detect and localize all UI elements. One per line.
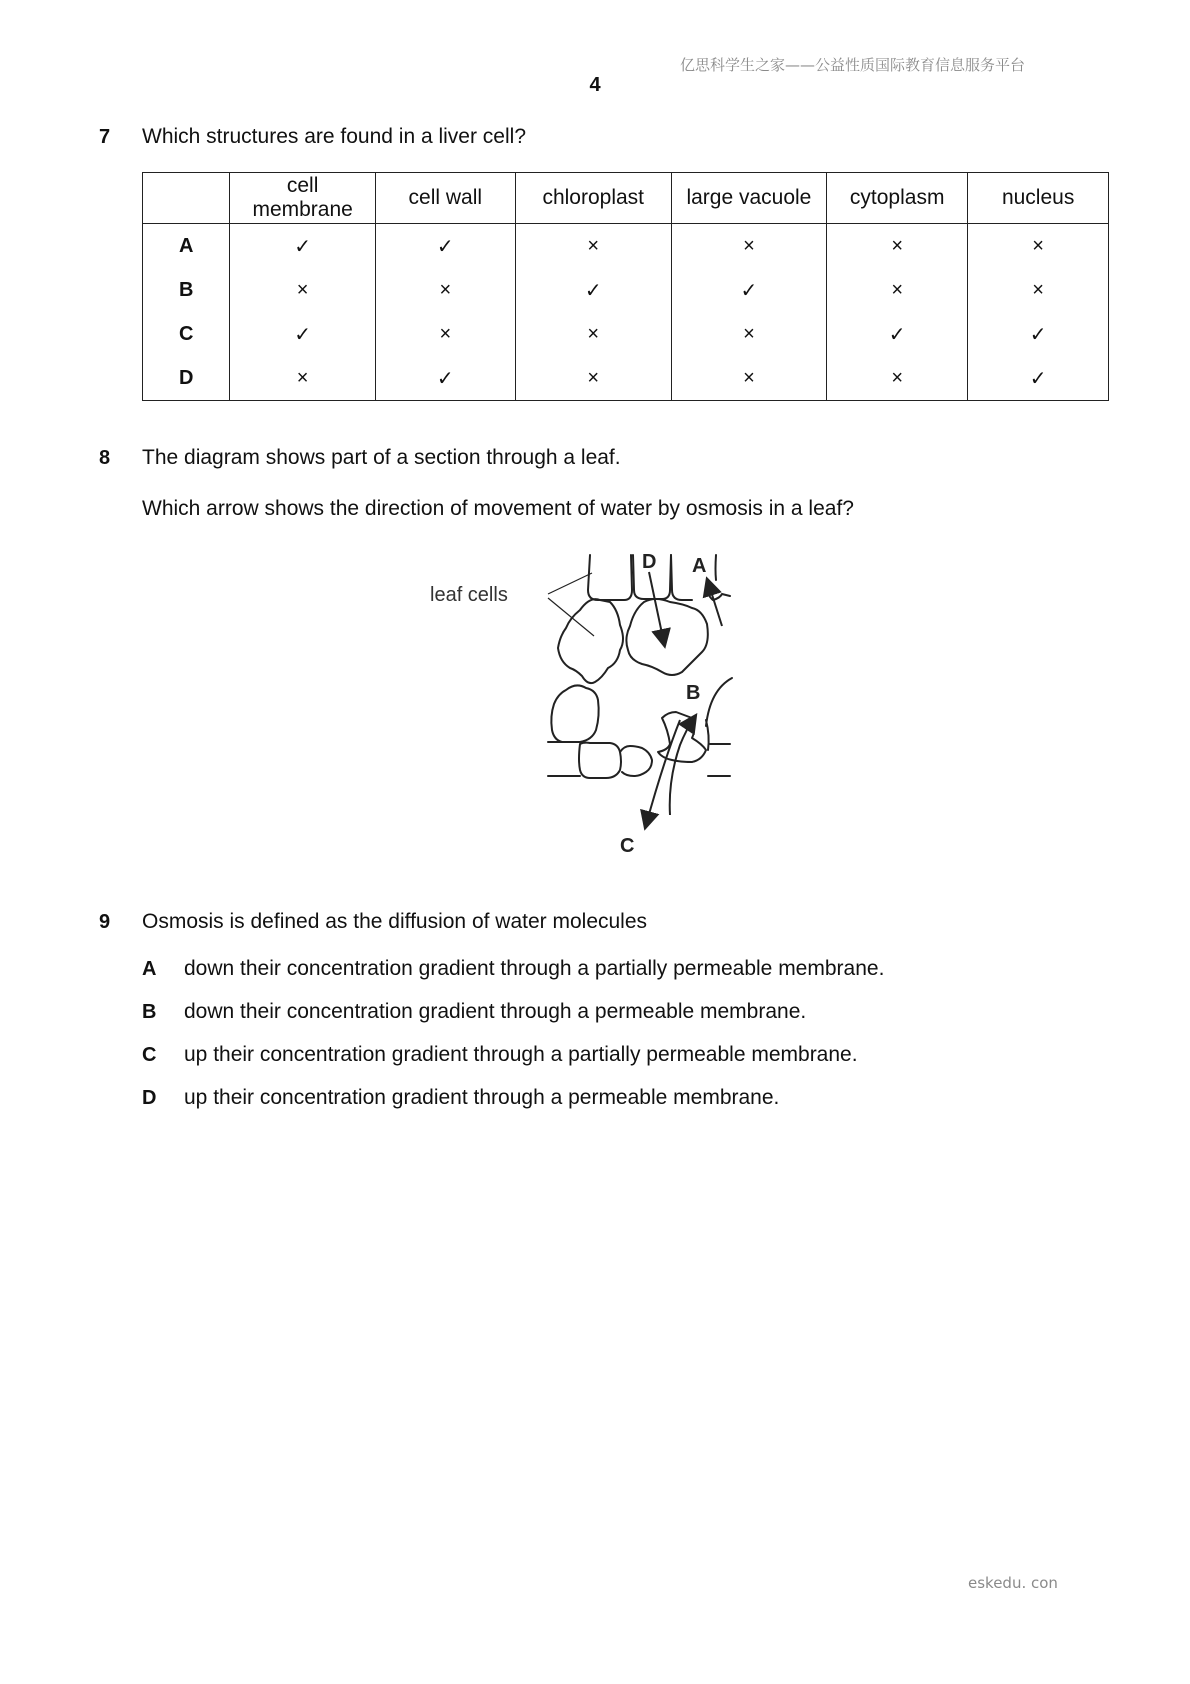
question-7-number: 7 [99,126,111,148]
option-a-letter: A [142,958,157,980]
table-cell: ✓ [968,356,1109,401]
arrow-a [708,582,722,626]
table-cell: × [671,312,826,356]
header-site-text: 亿思科学生之家——公益性质国际教育信息服务平台 [680,56,1026,74]
table-cell: ✓ [230,312,375,356]
arrow-label-b: B [686,682,701,704]
question-9-number: 9 [99,911,111,933]
option-c-text: up their concentration gradient through a partially permeable membrane. [184,1043,858,1066]
question-8-text-1: The diagram shows part of a section through a leaf. [142,446,621,469]
footer-site-text: eskedu. con [968,1574,1058,1592]
row-label: A [143,224,230,269]
label-leader-line [548,573,592,594]
column-header: chloroplast [515,173,671,224]
column-header: cell membrane [230,173,375,224]
row-label: B [143,268,230,312]
table-cell: ✓ [375,224,515,269]
column-header: cytoplasm [827,173,968,224]
table-cell: × [375,312,515,356]
arrow-d [649,572,664,643]
table-row [143,312,1109,356]
table-cell: × [827,268,968,312]
table-cell: × [671,356,826,401]
option-c-letter: C [142,1044,157,1066]
arrow-c [646,720,680,825]
option-d-text: up their concentration gradient through a permeable membrane. [184,1086,780,1109]
column-header [143,173,230,224]
table-cell: ✓ [968,312,1109,356]
table-cell: ✓ [230,224,375,269]
option-d-letter: D [142,1087,157,1109]
table-cell: × [515,224,671,269]
table-cell: × [375,268,515,312]
arrow-label-d: D [642,551,657,573]
leaf-cells-label: leaf cells [430,584,508,606]
column-header: nucleus [968,173,1109,224]
question-8-number: 8 [99,447,111,469]
osmosis-arrows [646,572,722,825]
table-cell: × [515,356,671,401]
label-leader-line [548,598,594,636]
table-cell: × [827,224,968,269]
table-cell: × [230,356,375,401]
option-a-text: down their concentration gradient through a partially permeable membrane. [184,957,885,980]
table-cell: ✓ [671,268,826,312]
column-header: large vacuole [671,173,826,224]
row-label: C [143,312,230,356]
arrow-label-c: C [620,835,635,857]
table-cell: ✓ [827,312,968,356]
question-7-text: Which structures are found in a liver cell? [142,125,526,148]
question-8-text-2: Which arrow shows the direction of movement of water by osmosis in a leaf? [142,497,854,520]
table-cell: ✓ [375,356,515,401]
table-cell: × [671,224,826,269]
table-cell: × [827,356,968,401]
leaf-cell-outlines [548,555,732,778]
page-number: 4 [589,74,601,96]
question-9-text: Osmosis is defined as the diffusion of water molecules [142,910,648,933]
option-b-letter: B [142,1001,157,1023]
table-cell: × [515,312,671,356]
arrow-b [670,718,694,815]
option-b-text: down their concentration gradient through a permeable membrane. [184,1000,807,1023]
column-header: cell wall [375,173,515,224]
arrow-label-a: A [692,555,707,577]
leaf-section-diagram [430,540,760,860]
table-cell: ✓ [515,268,671,312]
table-cell: × [230,268,375,312]
row-label: D [143,356,230,401]
table-cell: × [968,268,1109,312]
table-row [143,268,1109,312]
table-row [143,356,1109,401]
table-cell: × [968,224,1109,269]
liver-cell-structures-table [142,172,1109,401]
table-header-row [143,173,1109,224]
table-row [143,224,1109,269]
